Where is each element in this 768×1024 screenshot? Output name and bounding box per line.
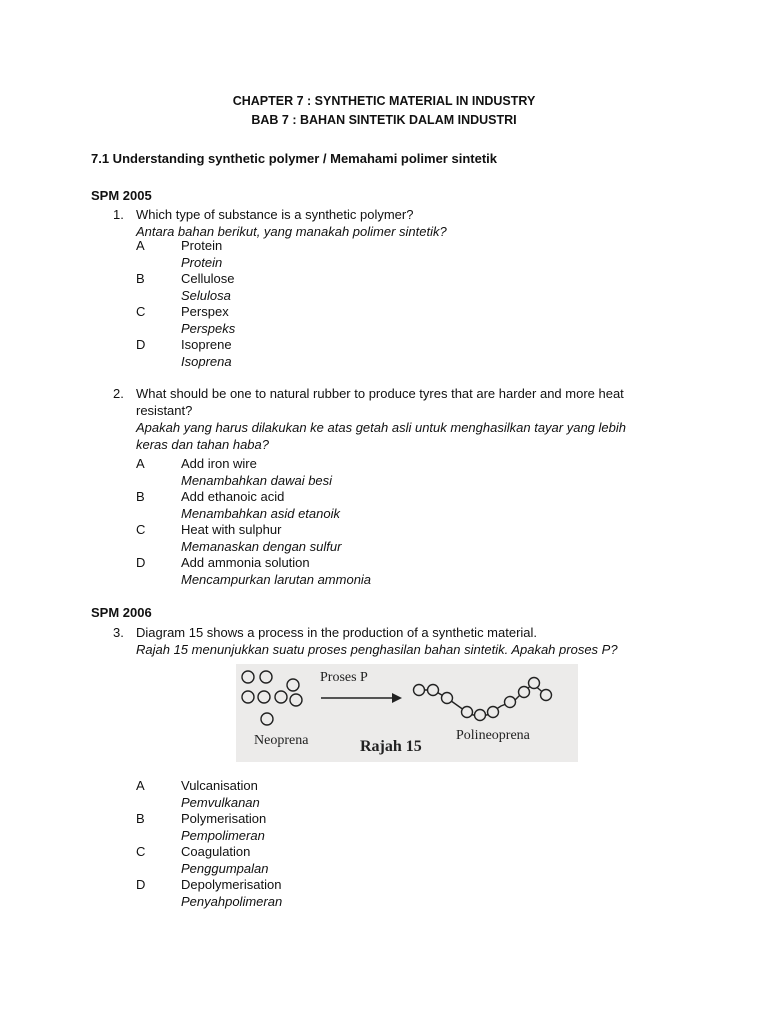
option-a <box>136 778 636 811</box>
option-b <box>136 489 636 522</box>
left-label: Neoprena <box>254 733 309 748</box>
option-b <box>136 811 636 844</box>
question-text-ms: Antara bahan berikut, yang manakah polimer sintetik? <box>136 224 447 239</box>
option-letter: B <box>136 489 145 504</box>
neoprene-monomers <box>242 671 302 725</box>
question-text-en: What should be one to natural rubber to produce tyres that are harder and more heat resistant? <box>136 386 624 418</box>
option-text-ms: Mencampurkan larutan ammonia <box>181 571 372 587</box>
monomer-circle <box>258 691 270 703</box>
right-label: Polineoprena <box>456 728 530 743</box>
question-2 <box>113 385 658 453</box>
option-letter: D <box>136 877 146 892</box>
question-1-options <box>136 238 636 370</box>
option-c <box>136 304 636 337</box>
option-text-ms: Memanaskan dengan sulfur <box>181 538 342 554</box>
option-text-ms: Selulosa <box>181 287 231 303</box>
option-text-ms: Pemvulkanan <box>181 794 260 810</box>
polyneoprene-chain <box>414 678 552 721</box>
spm-2005-label: SPM 2005 <box>91 188 152 203</box>
question-3-options <box>136 778 636 910</box>
monomer-circle <box>287 679 299 691</box>
question-text-en: Diagram 15 shows a process in the production of a synthetic material. <box>136 625 538 640</box>
option-letter: A <box>136 778 145 793</box>
option-text-en: Add ammonia solution <box>181 555 310 570</box>
diagram-15 <box>236 664 578 762</box>
option-letter: A <box>136 456 145 471</box>
chapter-title-en: CHAPTER 7 : SYNTHETIC MATERIAL IN INDUSTRY <box>232 94 536 108</box>
option-text-en: Depolymerisation <box>181 877 282 892</box>
question-number: 2. <box>113 386 124 401</box>
option-text-en: Heat with sulphur <box>181 522 282 537</box>
section-heading: 7.1 Understanding synthetic polymer / Memahami polimer sintetik <box>91 151 497 166</box>
option-letter: C <box>136 522 146 537</box>
chapter-title-ms: BAB 7 : BAHAN SINTETIK DALAM INDUSTRI <box>251 113 517 127</box>
question-text-ms: Apakah yang harus dilakukan ke atas getah asli untuk menghasilkan tayar yang lebih keras dan tahan haba? <box>136 420 626 452</box>
option-letter: C <box>136 304 146 319</box>
option-letter: D <box>136 555 146 570</box>
option-text-en: Isoprene <box>181 337 232 352</box>
option-b <box>136 271 636 304</box>
process-arrow <box>321 693 402 703</box>
option-a <box>136 456 636 489</box>
option-text-ms: Penyahpolimeran <box>181 893 283 909</box>
arrow-label: Proses P <box>320 670 368 685</box>
option-c <box>136 522 636 555</box>
monomer-circle <box>242 691 254 703</box>
option-text-ms: Protein <box>181 254 223 270</box>
option-letter: D <box>136 337 146 352</box>
option-text-en: Vulcanisation <box>181 778 258 793</box>
option-text-ms: Penggumpalan <box>181 860 269 876</box>
figure-caption: Rajah 15 <box>360 738 422 755</box>
monomer-circle <box>261 713 273 725</box>
question-number: 3. <box>113 625 124 640</box>
option-letter: B <box>136 811 145 826</box>
option-text-en: Perspex <box>181 304 229 319</box>
option-text-en: Add ethanoic acid <box>181 489 285 504</box>
monomer-circle <box>260 671 272 683</box>
monomer-circle <box>290 694 302 706</box>
option-text-ms: Pempolimeran <box>181 827 265 843</box>
option-text-en: Polymerisation <box>181 811 267 826</box>
option-text-ms: Menambahkan asid etanoik <box>181 505 340 521</box>
option-text-ms: Perspeks <box>181 320 236 336</box>
diagram-15-svg <box>236 664 578 762</box>
option-letter: B <box>136 271 145 286</box>
question-1 <box>113 206 673 240</box>
question-text-en: Which type of substance is a synthetic polymer? <box>136 207 414 222</box>
question-text-ms: Rajah 15 menunjukkan suatu proses penghasilan bahan sintetik. Apakah proses P? <box>136 642 618 657</box>
monomer-circle <box>242 671 254 683</box>
spm-2006-label: SPM 2006 <box>91 605 152 620</box>
question-2-options <box>136 456 636 588</box>
option-text-en: Coagulation <box>181 844 251 859</box>
option-text-en: Cellulose <box>181 271 235 286</box>
option-text-en: Add iron wire <box>181 456 257 471</box>
option-text-ms: Isoprena <box>181 353 232 369</box>
option-d <box>136 555 636 588</box>
option-d <box>136 877 636 910</box>
question-3 <box>113 624 673 658</box>
option-text-ms: Menambahkan dawai besi <box>181 472 333 488</box>
option-c <box>136 844 636 877</box>
option-letter: C <box>136 844 146 859</box>
option-text-en: Protein <box>181 238 223 253</box>
option-d <box>136 337 636 370</box>
option-letter: A <box>136 238 145 253</box>
question-number: 1. <box>113 207 124 222</box>
monomer-circle <box>275 691 287 703</box>
option-a <box>136 238 636 271</box>
